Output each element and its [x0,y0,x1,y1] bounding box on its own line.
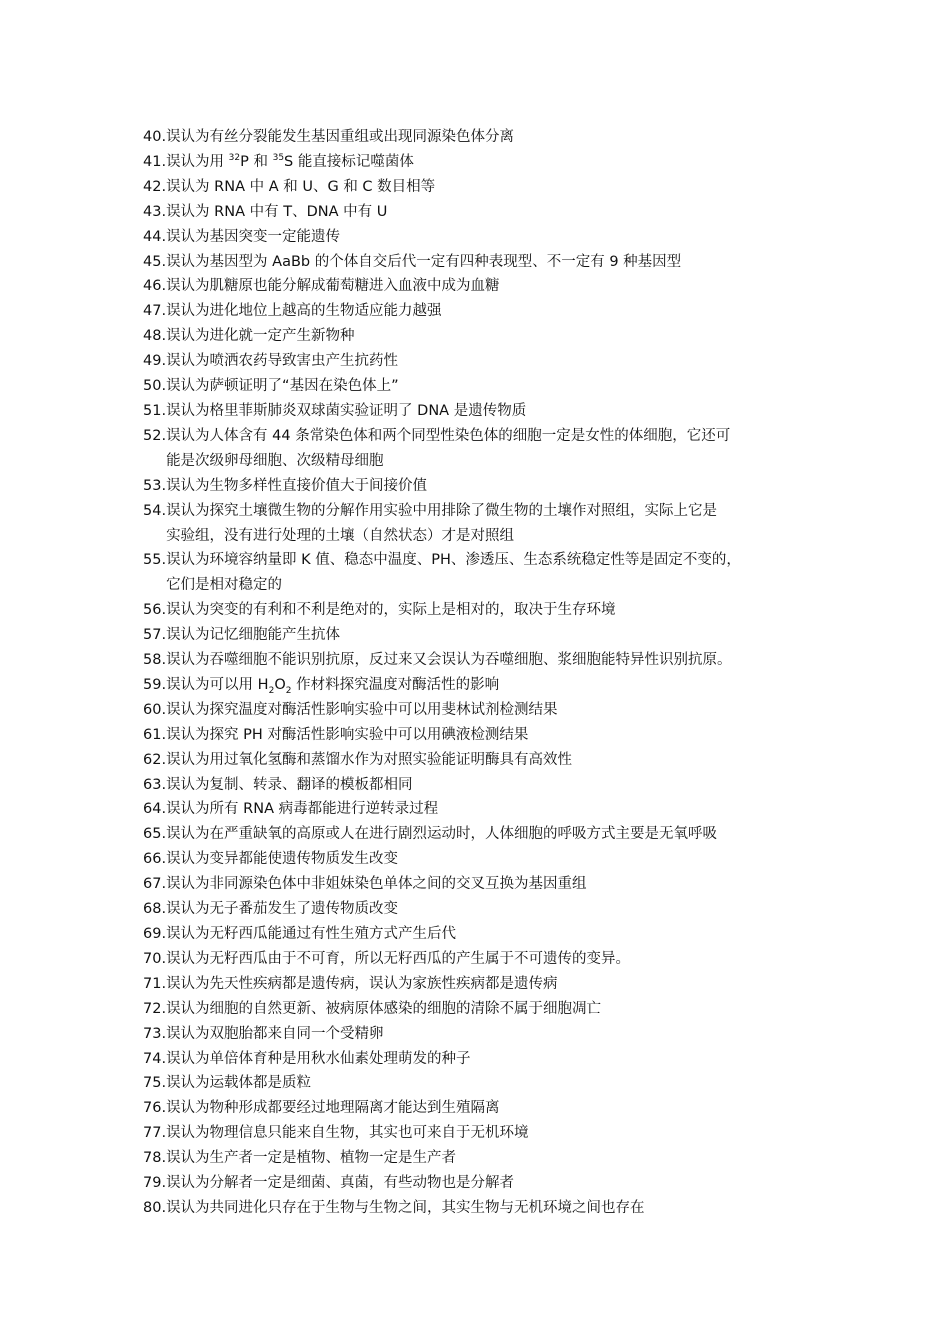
list-item [143,225,823,250]
item-text: 误认为共同进化只存在于生物与生物之间，其实生物与无机环境之间也存在 [166,1199,645,1216]
item-number: 46. [143,278,167,295]
item-text: 误认为突变的有利和不利是绝对的，实际上是相对的，取决于生存环境 [166,602,616,619]
list-item [143,598,823,623]
item-text: 误认为格里菲斯肺炎双球菌实验证明了 DNA 是遗传物质 [166,402,527,419]
item-number: 44. [143,228,167,245]
list-item [143,922,823,947]
list-item [143,847,823,872]
list-item [143,1171,823,1196]
item-number: 72. [143,1000,167,1017]
item-text: 误认为进化地位上越高的生物适应能力越强 [166,303,442,320]
item-number: 41. [143,153,167,170]
item-text: 误认为 RNA 中有 T、DNA 中有 U [166,203,388,220]
item-number: 52. [143,427,167,444]
list-item [143,1096,823,1121]
list-item [143,648,823,673]
item-text: 误认为单倍体育种是用秋水仙素处理萌发的种子 [166,1050,471,1067]
item-text: 误认为分解者一定是细菌、真菌，有些动物也是分解者 [166,1175,515,1192]
list-item [143,374,823,399]
list-item [143,125,823,150]
list-item [143,175,823,200]
item-text [166,499,823,549]
item-number: 70. [143,950,167,967]
item-number: 71. [143,975,167,992]
item-number: 61. [143,726,167,743]
list-item [143,499,823,549]
item-number: 54. [143,502,167,519]
item-number: 57. [143,627,167,644]
item-text [166,548,823,598]
item-text [166,424,823,474]
item-text: 误认为进化就一定产生新物种 [166,328,355,345]
list-item [143,872,823,897]
item-text-line: 它们是相对稳定的 [166,577,283,594]
list-item [143,1022,823,1047]
list-item [143,299,823,324]
list-item [143,399,823,424]
item-text: 误认为用过氧化氢酶和蒸馏水作为对照实验能证明酶具有高效性 [166,751,573,768]
item-text: 误认为物种形成都要经过地理隔离才能达到生殖隔离 [166,1100,500,1117]
item-number: 58. [143,652,167,669]
item-text: 误认为萨顿证明了“基因在染色体上” [166,378,399,395]
list-item [143,1071,823,1096]
item-text: 误认为喷洒农药导致害虫产生抗药性 [166,353,399,370]
list-item [143,1146,823,1171]
item-text: 误认为无子番茄发生了遗传物质改变 [166,901,399,918]
item-text: 误认为物理信息只能来自生物，其实也可来自于无机环境 [166,1125,529,1142]
list-item [143,1121,823,1146]
item-number: 60. [143,701,167,718]
item-text: 误认为探究温度对酶活性影响实验中可以用斐林试剂检测结果 [166,701,558,718]
item-text: 误认为基因型为 AaBb 的个体自交后代一定有四种表现型、不一定有 9 种基因型 [166,253,682,270]
list-item [143,349,823,374]
list-item [143,274,823,299]
list-item [143,997,823,1022]
item-text: 误认为先天性疾病都是遗传病，误认为家族性疾病都是遗传病 [166,975,558,992]
item-number: 43. [143,203,167,220]
item-number: 73. [143,1025,167,1042]
item-text: 误认为双胞胎都来自同一个受精卵 [166,1025,384,1042]
list-item [143,1047,823,1072]
item-text: 误认为可以用 $H_2O_2$ 作材料探究温度对酶活性的影响 [166,676,500,696]
list-item [143,748,823,773]
item-number: 68. [143,901,167,918]
item-number: 76. [143,1100,167,1117]
item-text: 误认为无籽西瓜由于不可育，所以无籽西瓜的产生属于不可遗传的变异。 [166,950,631,967]
item-text: 误认为探究 PH 对酶活性影响实验中可以用碘液检测结果 [166,726,529,743]
list-item [143,424,823,474]
item-number: 74. [143,1050,167,1067]
list-item [143,324,823,349]
item-text: 误认为吞噬细胞不能识别抗原，反过来又会误认为吞噬细胞、浆细胞能特异性识别抗原。 [166,652,732,669]
item-number: 69. [143,926,167,942]
item-number: 79. [143,1175,167,1192]
item-number: 42. [143,178,167,195]
item-text: 误认为生物多样性直接价值大于间接价值 [166,477,428,494]
item-number: 67. [143,876,167,893]
item-text: 误认为所有 RNA 病毒都能进行逆转录过程 [166,801,439,818]
item-text-line: 误认为人体含有 44 条常染色体和两个同型性染色体的细胞一定是女性的体细胞，它还可 [166,427,731,444]
item-text: 误认为肌糖原也能分解成葡萄糖进入血液中成为血糖 [166,278,500,295]
list-item [143,797,823,822]
misconception-list [143,125,823,1221]
list-item [143,474,823,499]
item-number: 51. [143,402,167,419]
item-number: 45. [143,253,167,270]
item-number: 63. [143,776,167,793]
item-text: 误认为在严重缺氧的高原或人在进行剧烈运动时，人体细胞的呼吸方式主要是无氧呼吸 [166,826,718,843]
item-text: 误认为运载体都是质粒 [166,1075,312,1092]
list-item [143,548,823,598]
list-item [143,1196,823,1221]
list-item [143,250,823,275]
list-item [143,947,823,972]
item-text-line: 误认为探究土壤微生物的分解作用实验中用排除了微生物的土壤作对照组，实际上它是 [166,502,718,519]
list-item [143,723,823,748]
item-text-line: 能是次级卵母细胞、次级精母细胞 [166,452,384,469]
item-text: 误认为复制、转录、翻译的模板都相同 [166,776,413,793]
item-text: 误认为记忆细胞能产生抗体 [166,627,341,644]
item-number: 66. [143,851,167,868]
list-item [143,698,823,723]
list-item [143,150,823,175]
item-number: 64. [143,801,167,818]
item-text-line: 误认为环境容纳量即 K 值、稳态中温度、PH、渗透压、生态系统稳定性等是固定不变的， [166,552,741,569]
item-text: 误认为有丝分裂能发生基因重组或出现同源染色体分离 [166,129,515,145]
item-number: 55. [143,552,167,569]
item-number: 47. [143,303,167,320]
item-number: 62. [143,751,167,768]
item-number: 56. [143,602,167,619]
item-text: 误认为变异都能使遗传物质发生改变 [166,851,399,868]
item-text-line: 实验组，没有进行处理的土壤（自然状态）才是对照组 [166,527,515,544]
item-number: 78. [143,1150,167,1167]
item-number: 59. [143,676,167,693]
item-text: 误认为生产者一定是植物、植物一定是生产者 [166,1150,457,1167]
item-number: 48. [143,328,167,345]
list-item [143,897,823,922]
item-number: 49. [143,353,167,370]
list-item [143,972,823,997]
item-text: 误认为细胞的自然更新、被病原体感染的细胞的清除不属于细胞凋亡 [166,1000,602,1017]
item-number: 53. [143,477,167,494]
list-item [143,822,823,847]
item-text: 误认为用 $^{32}$P 和 $^{35}$S 能直接标记噬菌体 [166,153,414,170]
list-item [143,673,823,698]
item-number: 50. [143,378,167,395]
item-text: 误认为无籽西瓜能通过有性生殖方式产生后代 [166,926,457,942]
item-text: 误认为基因突变一定能遗传 [166,228,341,245]
list-item [143,200,823,225]
list-item [143,623,823,648]
list-item [143,773,823,798]
item-number: 80. [143,1199,167,1216]
item-number: 40. [143,129,167,145]
item-text: 误认为非同源染色体中非姐妹染色单体之间的交叉互换为基因重组 [166,876,587,893]
item-number: 77. [143,1125,167,1142]
item-text: 误认为 RNA 中 A 和 U、G 和 C 数目相等 [166,178,436,195]
item-number: 65. [143,826,167,843]
item-number: 75. [143,1075,167,1092]
